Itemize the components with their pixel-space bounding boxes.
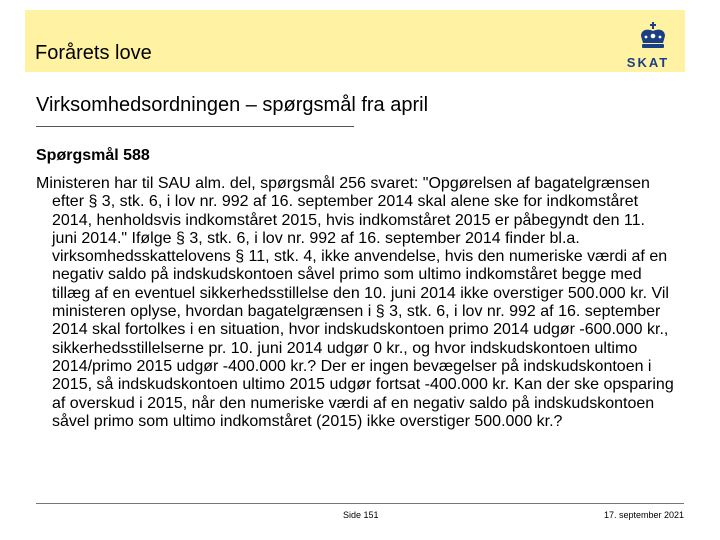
header-bar (25, 10, 685, 72)
footer-page-number: Side 151 (343, 510, 379, 520)
header-title: Forårets love (35, 42, 152, 64)
slide-subtitle: Virksomhedsordningen – spørgsmål fra april (36, 94, 429, 116)
crown-icon (641, 22, 665, 48)
question-heading: Spørgsmål 588 (36, 147, 150, 164)
logo-text: SKAT (626, 55, 670, 70)
question-text: Ministeren har til SAU alm. del, spørgsmål 256 svaret: "Opgørelsen af bagatelgrænsen efter § 3, stk. 6, i lov nr. 992 af 16. september 2014 skal alene ske for indkomståret 2014, henholdsvis indkomståret 2015, hvis indkomståret 2015 er påbegyndt den 11. juni 2014." Ifølge § 3, stk. 6, i lov nr. 992 af 16. september 2014 finder bl.a. virksomhedsskattelovens § 11, stk. 4, ikke anvendelse, hvis den numeriske værdi af en negativ saldo på indskudskontoen såvel primo som ultimo indkomståret begge med tillæg af en eventuel sikkerhedsstillelse den 10. juni 2014 ikke overstiger 500.000 kr. Vil ministeren oplyse, hvordan bagatelgrænsen i § 3, stk. 6, i lov nr. 992 af 16. september 2014 skal fortolkes i en situation, hvor indskudskontoen primo 2014 udgør -600.000 kr., sikkerhedsstillelserne pr. 10. juni 2014 udgør 0 kr., og hvor indskudskontoen ultimo 2014/primo 2015 udgør -400.000 kr.? Der er ingen bevægelser på indskudskontoen i 2015, så indskudskontoen ultimo 2015 udgør fortsat -400.000 kr. Kan der ske opsparing af overskud i 2015, når den numeriske værdi af en negativ saldo på indskudskontoen såvel primo som ultimo indkomståret (2015) ikke overstiger 500.000 kr.? (36, 175, 674, 430)
footer-divider (36, 503, 684, 504)
footer-date: 17. september 2021 (603, 510, 684, 520)
skat-logo (613, 16, 683, 70)
subtitle-underline (36, 126, 354, 127)
